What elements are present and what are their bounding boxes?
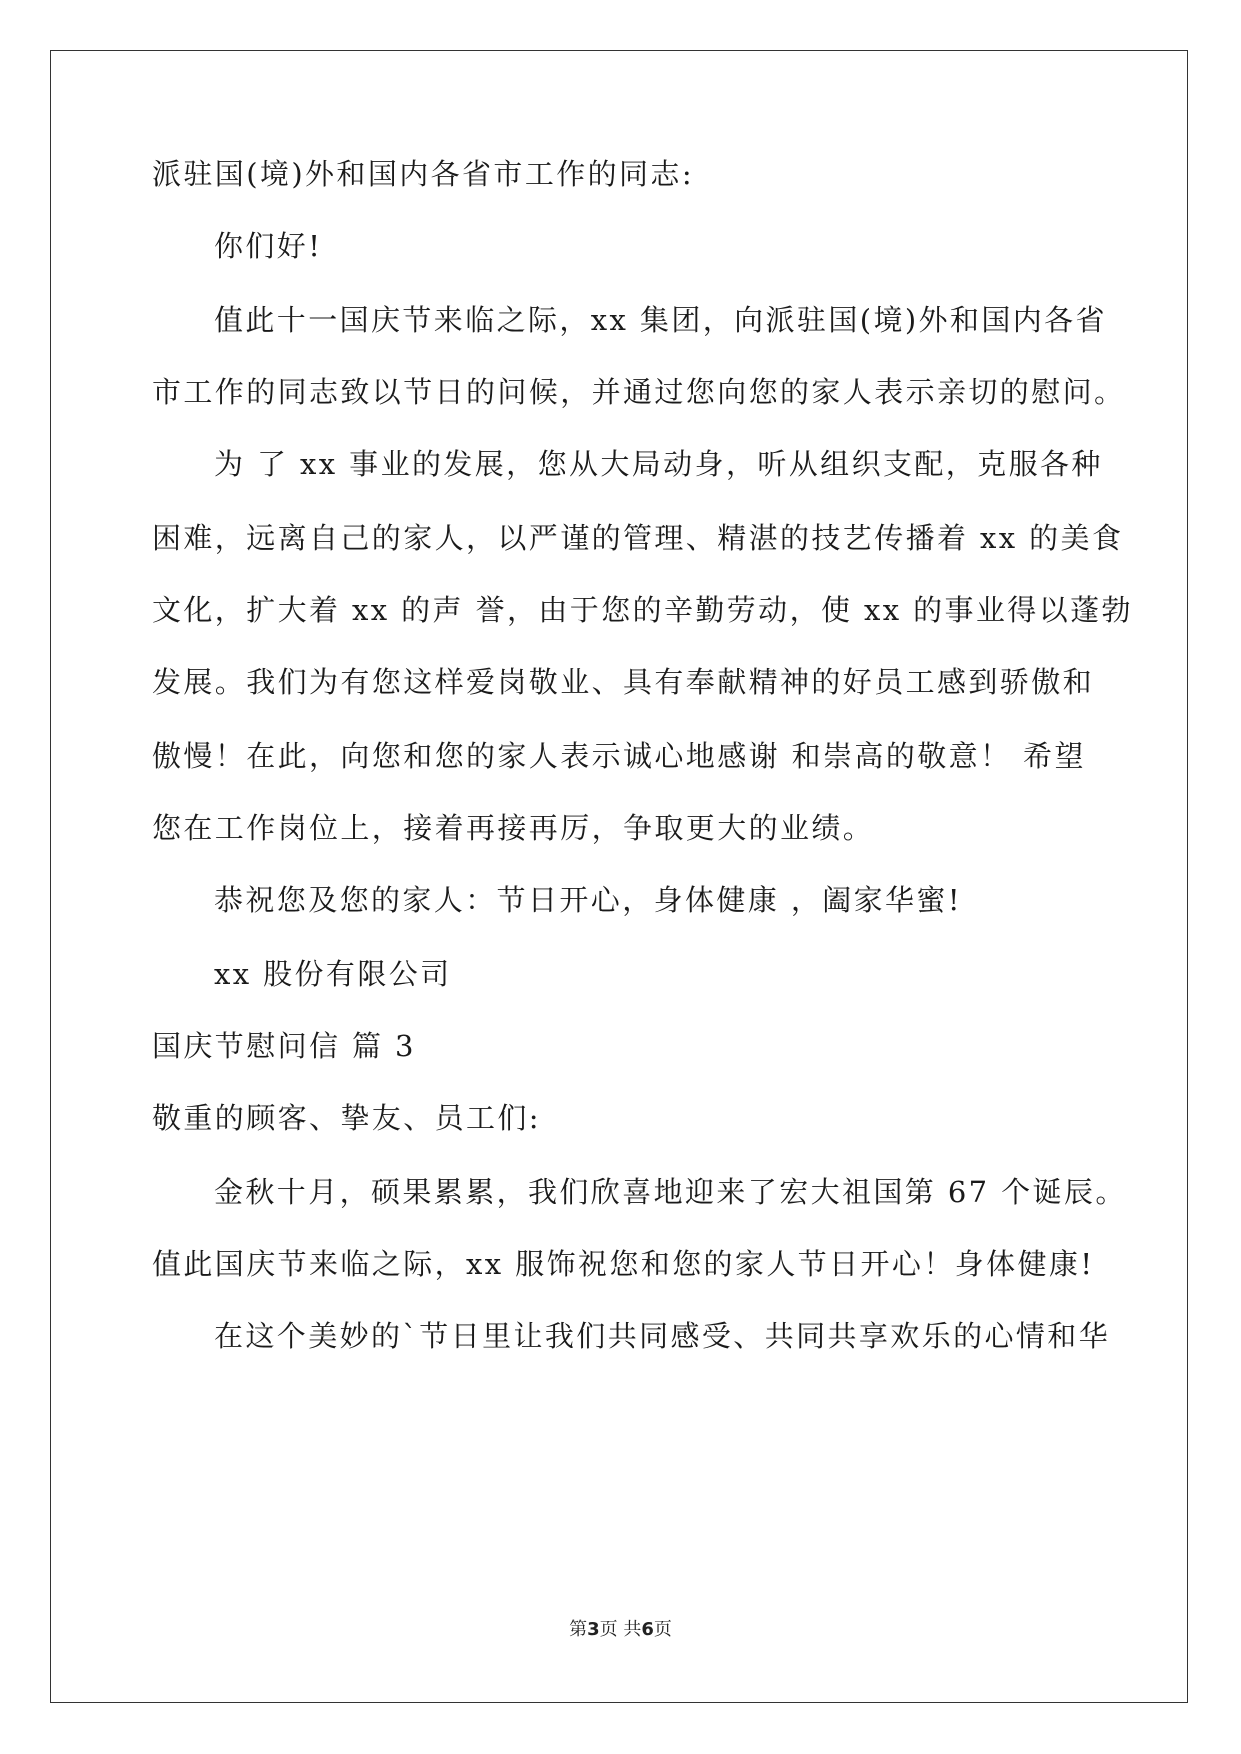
section-heading: 国庆节慰问信 篇 3 [152,1029,416,1063]
paragraph-line: 值此国庆节来临之际，xx 服饰祝您和您的家人节日开心！身体健康! [152,1247,1095,1281]
page-footer [0,1618,1241,1642]
salutation-line: 敬重的顾客、挚友、员工们: [152,1101,541,1135]
page-border [50,50,1188,1703]
current-page-number: 3 [587,1619,600,1640]
footer-suffix: 页 [653,1619,672,1640]
paragraph-line: 发展。我们为有您这样爱岗敬业、具有奉献精神的好员工感到骄傲和 [152,665,1095,699]
total-pages-number: 6 [641,1619,654,1640]
paragraph-line: 值此十一国庆节来临之际，xx 集团，向派驻国(境)外和国内各省 [214,303,1107,337]
paragraph-line: 金秋十月，硕果累累，我们欣喜地迎来了宏大祖国第 67 个诞辰。 [214,1175,1127,1209]
paragraph-line: 文化，扩大着 xx 的声 誉，由于您的辛勤劳动，使 xx 的事业得以蓬勃 [152,593,1133,627]
footer-prefix: 第 [569,1619,588,1640]
greeting-line: 你们好! [214,229,323,263]
paragraph-line: 为 了 xx 事业的发展，您从大局动身，听从组织支配，克服各种 [214,447,1103,481]
salutation-line: 派驻国(境)外和国内各省市工作的同志: [152,157,694,191]
footer-mid: 页 共 [599,1619,642,1640]
wishes-line: 恭祝您及您的家人：节日开心，身体健康 ，阖家华蜜! [214,883,962,917]
paragraph-line: 在这个美妙的`节日里让我们共同感受、共同共享欢乐的心情和华 [214,1319,1111,1353]
paragraph-line: 傲慢！在此，向您和您的家人表示诚心地感谢 和崇高的敬意！ 希望 [152,739,1086,773]
paragraph-line: 市工作的同志致以节日的问候，并通过您向您的家人表示亲切的慰问。 [152,375,1126,409]
paragraph-line: 困难，远离自己的家人，以严谨的管理、精湛的技艺传播着 xx 的美食 [152,521,1124,555]
signature-line: xx 股份有限公司 [214,957,452,991]
paragraph-line: 您在工作岗位上，接着再接再厉，争取更大的业绩。 [152,811,875,845]
